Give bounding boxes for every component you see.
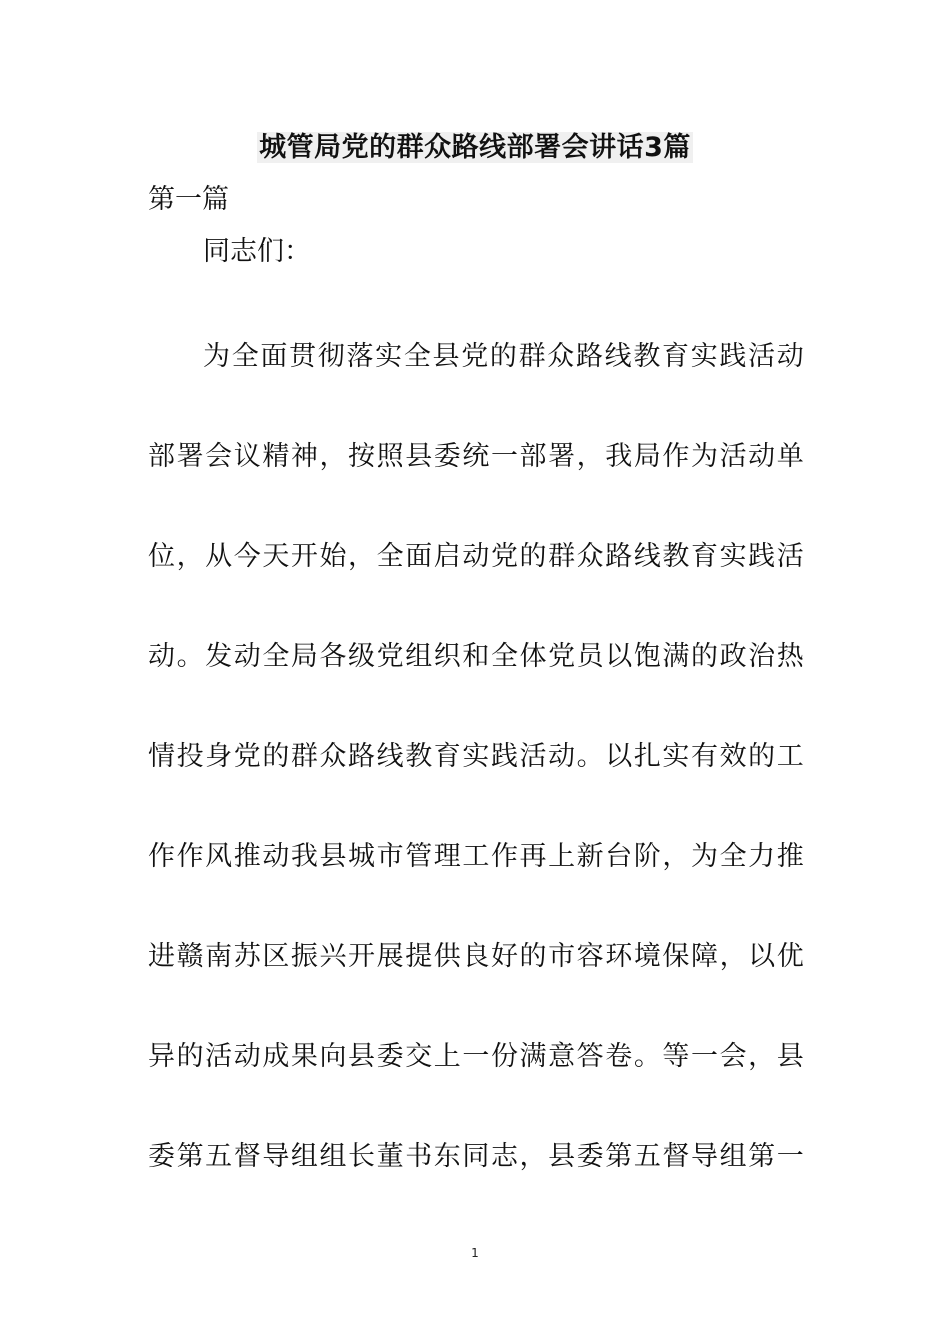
body-char: 彻 — [317, 341, 345, 372]
body-char: 作 — [176, 841, 204, 872]
body-char: 局 — [290, 641, 318, 672]
body-char: 开 — [348, 941, 376, 972]
body-char: 热 — [776, 641, 804, 672]
body-char: 作 — [148, 841, 175, 872]
body-char: 异 — [148, 1041, 175, 1072]
body-char: 第 — [605, 1141, 633, 1172]
body-char: 位 — [148, 541, 175, 572]
body-char: 党 — [490, 541, 518, 572]
body-line — [148, 937, 804, 1037]
body-char: 意 — [548, 1041, 576, 1072]
body-char: ， — [719, 941, 747, 972]
body-char: 供 — [433, 941, 461, 972]
body-line — [148, 337, 804, 437]
body-char: 的 — [489, 341, 517, 372]
body-char: 优 — [776, 941, 804, 972]
body-char: 县 — [319, 841, 347, 872]
body-char: 南 — [205, 941, 233, 972]
section-label: 第一篇 — [148, 184, 229, 215]
body-char: 理 — [433, 841, 461, 872]
body-line — [148, 537, 804, 637]
body-char: 统 — [462, 441, 490, 472]
body-char: 部 — [519, 441, 547, 472]
body-char: 新 — [576, 841, 604, 872]
body-char: 委 — [376, 1041, 404, 1072]
body-char: 众 — [319, 741, 347, 772]
body-char: 推 — [233, 841, 261, 872]
body-char: 满 — [662, 641, 690, 672]
body-char: ， — [176, 541, 204, 572]
body-char: 县 — [776, 1041, 804, 1072]
body-char: 线 — [376, 741, 404, 772]
body-char: 面 — [260, 341, 288, 372]
body-char: 向 — [319, 1041, 347, 1072]
body-char: 效 — [719, 741, 747, 772]
body-char: 县 — [548, 1141, 576, 1172]
body-char: 市 — [548, 941, 576, 972]
body-char: 活 — [519, 741, 547, 772]
body-char: 境 — [633, 941, 661, 972]
body-char: 实 — [690, 341, 718, 372]
body-char: 全 — [719, 841, 747, 872]
body-char: 作 — [662, 441, 690, 472]
body-char: 面 — [405, 541, 433, 572]
body-char: 身 — [205, 741, 233, 772]
body-char: 工 — [776, 741, 804, 772]
body-char: 践 — [490, 741, 518, 772]
body-char: 饱 — [633, 641, 661, 672]
body-char: 工 — [462, 841, 490, 872]
body-line — [148, 1137, 804, 1237]
body-char: 动 — [233, 641, 261, 672]
body-char: ， — [519, 1141, 547, 1172]
body-char: 答 — [576, 1041, 604, 1072]
body-char: 。 — [576, 741, 604, 772]
body-char: 我 — [605, 441, 633, 472]
body-char: 践 — [748, 541, 776, 572]
body-char: 成 — [262, 1041, 290, 1072]
body-line — [148, 1037, 804, 1137]
body-char: 再 — [519, 841, 547, 872]
body-char: 导 — [690, 1141, 718, 1172]
body-char: 长 — [348, 1141, 376, 1172]
body-char: 路 — [348, 741, 376, 772]
body-char: 按 — [348, 441, 376, 472]
body-char: 动 — [262, 841, 290, 872]
body-char: 情 — [148, 741, 175, 772]
body-char: ， — [662, 841, 690, 872]
body-char: 董 — [376, 1141, 404, 1172]
body-char: 展 — [376, 941, 404, 972]
body-char: 县 — [405, 441, 433, 472]
body-char: 五 — [633, 1141, 661, 1172]
body-char: 的 — [690, 641, 718, 672]
body-char: 神 — [290, 441, 318, 472]
body-char: 督 — [662, 1141, 690, 1172]
body-char: 体 — [519, 641, 547, 672]
body-char: 赣 — [176, 941, 204, 972]
body-char: 治 — [748, 641, 776, 672]
body-char: 发 — [205, 641, 233, 672]
body-char: 委 — [433, 441, 461, 472]
body-char: 上 — [548, 841, 576, 872]
body-char: 第 — [748, 1141, 776, 1172]
body-char: 启 — [433, 541, 461, 572]
body-char: 等 — [662, 1041, 690, 1072]
body-char: 实 — [375, 341, 403, 372]
body-char: 同 — [462, 1141, 490, 1172]
body-char: 的 — [176, 1041, 204, 1072]
body-char: 障 — [690, 941, 718, 972]
document-title — [0, 128, 950, 168]
body-char: 贯 — [289, 341, 317, 372]
body-char: 部 — [148, 441, 175, 472]
body-char: 东 — [433, 1141, 461, 1172]
body-char: 县 — [432, 341, 460, 372]
document-title-text: 城管局党的群众路线部署会讲话3篇 — [259, 132, 691, 163]
greeting: 同志们： — [203, 236, 311, 267]
body-char: 动 — [776, 341, 804, 372]
body-char: 保 — [662, 941, 690, 972]
body-char: 投 — [176, 741, 204, 772]
body-char: 局 — [633, 441, 661, 472]
body-char: 督 — [233, 1141, 261, 1172]
body-char: 全 — [231, 341, 259, 372]
body-char: 署 — [176, 441, 204, 472]
body-char: 各 — [319, 641, 347, 672]
body-char: 线 — [633, 541, 661, 572]
body-char: 好 — [490, 941, 518, 972]
body-char: 提 — [405, 941, 433, 972]
body-char: 力 — [748, 841, 776, 872]
body-char: 导 — [262, 1141, 290, 1172]
body-char: 众 — [576, 541, 604, 572]
body-char: 五 — [205, 1141, 233, 1172]
body-char: 风 — [205, 841, 233, 872]
body-char: 实 — [662, 741, 690, 772]
body-char: 活 — [776, 541, 804, 572]
body-char: 阶 — [633, 841, 661, 872]
body-char: 议 — [233, 441, 261, 472]
body-char: 组 — [319, 1141, 347, 1172]
body-char: 动 — [748, 441, 776, 472]
body-char: 全 — [376, 541, 404, 572]
body-char: 全 — [262, 641, 290, 672]
body-char: 的 — [519, 541, 547, 572]
body-char: 。 — [633, 1041, 661, 1072]
page-number: 1 — [471, 1246, 479, 1260]
body-char: 活 — [205, 1041, 233, 1072]
body-char: 始 — [319, 541, 347, 572]
body-char: 组 — [290, 1141, 318, 1172]
body-line — [148, 837, 804, 937]
body-char: 城 — [348, 841, 376, 872]
body-char: 推 — [776, 841, 804, 872]
body-char: 委 — [148, 1141, 175, 1172]
body-char: 活 — [748, 341, 776, 372]
body-char: 动 — [148, 641, 175, 672]
body-char: 单 — [776, 441, 804, 472]
body-char: 的 — [262, 741, 290, 772]
body-char: 扎 — [633, 741, 661, 772]
body-char: 落 — [346, 341, 374, 372]
body-char: 精 — [262, 441, 290, 472]
body-char: 全 — [403, 341, 431, 372]
body-char: 会 — [205, 441, 233, 472]
body-char: 一 — [462, 1041, 490, 1072]
body-char: 苏 — [233, 941, 261, 972]
body-char: 兴 — [319, 941, 347, 972]
body-line — [148, 637, 804, 737]
body-char: 实 — [462, 741, 490, 772]
body-char: 育 — [690, 541, 718, 572]
body-char: 群 — [518, 341, 546, 372]
body-char: ， — [576, 441, 604, 472]
body-char: 全 — [490, 641, 518, 672]
body-char: 织 — [433, 641, 461, 672]
body-char: 员 — [576, 641, 604, 672]
body-char: 众 — [547, 341, 575, 372]
body-char: 一 — [490, 441, 518, 472]
body-char: 我 — [290, 841, 318, 872]
body-char: 为 — [203, 341, 230, 372]
body-char: 开 — [290, 541, 318, 572]
body-char: 作 — [490, 841, 518, 872]
body-line — [148, 437, 804, 537]
body-char: 一 — [690, 1041, 718, 1072]
body-char: 为 — [690, 441, 718, 472]
body-char: 以 — [748, 941, 776, 972]
body-char: 和 — [462, 641, 490, 672]
body-char: 实 — [719, 541, 747, 572]
body-char: 书 — [405, 1141, 433, 1172]
body-char: 交 — [405, 1041, 433, 1072]
body-char: 署 — [548, 441, 576, 472]
body-char: 管 — [405, 841, 433, 872]
body-char: 群 — [290, 741, 318, 772]
body-char: 市 — [376, 841, 404, 872]
body-char: 卷 — [605, 1041, 633, 1072]
body-char: 委 — [576, 1141, 604, 1172]
body-char: ， — [319, 441, 347, 472]
body-char: 果 — [290, 1041, 318, 1072]
body-char: 动 — [548, 741, 576, 772]
body-char: 进 — [148, 941, 175, 972]
body-char: 区 — [262, 941, 290, 972]
body-char: 为 — [690, 841, 718, 872]
body-char: 以 — [605, 741, 633, 772]
body-char: 组 — [719, 1141, 747, 1172]
body-char: 路 — [575, 341, 603, 372]
body-char: 。 — [176, 641, 204, 672]
body-char: ， — [348, 541, 376, 572]
body-char: 台 — [605, 841, 633, 872]
body-char: 振 — [290, 941, 318, 972]
body-char: 育 — [433, 741, 461, 772]
body-char: 一 — [776, 1141, 804, 1172]
body-char: 满 — [519, 1041, 547, 1072]
body-char: 上 — [433, 1041, 461, 1072]
body-char: 党 — [233, 741, 261, 772]
body-char: 级 — [348, 641, 376, 672]
body-char: 党 — [548, 641, 576, 672]
body-char: 志 — [490, 1141, 518, 1172]
body-line — [148, 737, 804, 837]
body-char: 以 — [605, 641, 633, 672]
body-char: 容 — [576, 941, 604, 972]
body-char: 会 — [719, 1041, 747, 1072]
body-char: 组 — [405, 641, 433, 672]
body-char: 活 — [719, 441, 747, 472]
body-char: 教 — [633, 341, 661, 372]
body-char: 群 — [548, 541, 576, 572]
body-char: 政 — [719, 641, 747, 672]
body-char: 县 — [348, 1041, 376, 1072]
body-char: 党 — [461, 341, 489, 372]
body-char: 天 — [262, 541, 290, 572]
body-char: 动 — [233, 1041, 261, 1072]
body-char: 今 — [233, 541, 261, 572]
body-char: 从 — [205, 541, 233, 572]
body-char: 良 — [462, 941, 490, 972]
body-char: 第 — [176, 1141, 204, 1172]
body-char: 环 — [605, 941, 633, 972]
body-char: 教 — [405, 741, 433, 772]
body-char: 线 — [604, 341, 632, 372]
body-char: 路 — [605, 541, 633, 572]
body-text — [148, 337, 804, 1237]
body-char: 党 — [376, 641, 404, 672]
body-char: 的 — [519, 941, 547, 972]
body-char: 份 — [490, 1041, 518, 1072]
body-char: 育 — [662, 341, 689, 372]
body-char: 教 — [662, 541, 690, 572]
body-char: 有 — [690, 741, 718, 772]
body-char: 践 — [719, 341, 747, 372]
body-char: 照 — [376, 441, 404, 472]
body-char: 动 — [462, 541, 490, 572]
body-char: ， — [748, 1041, 776, 1072]
body-char: 的 — [748, 741, 776, 772]
